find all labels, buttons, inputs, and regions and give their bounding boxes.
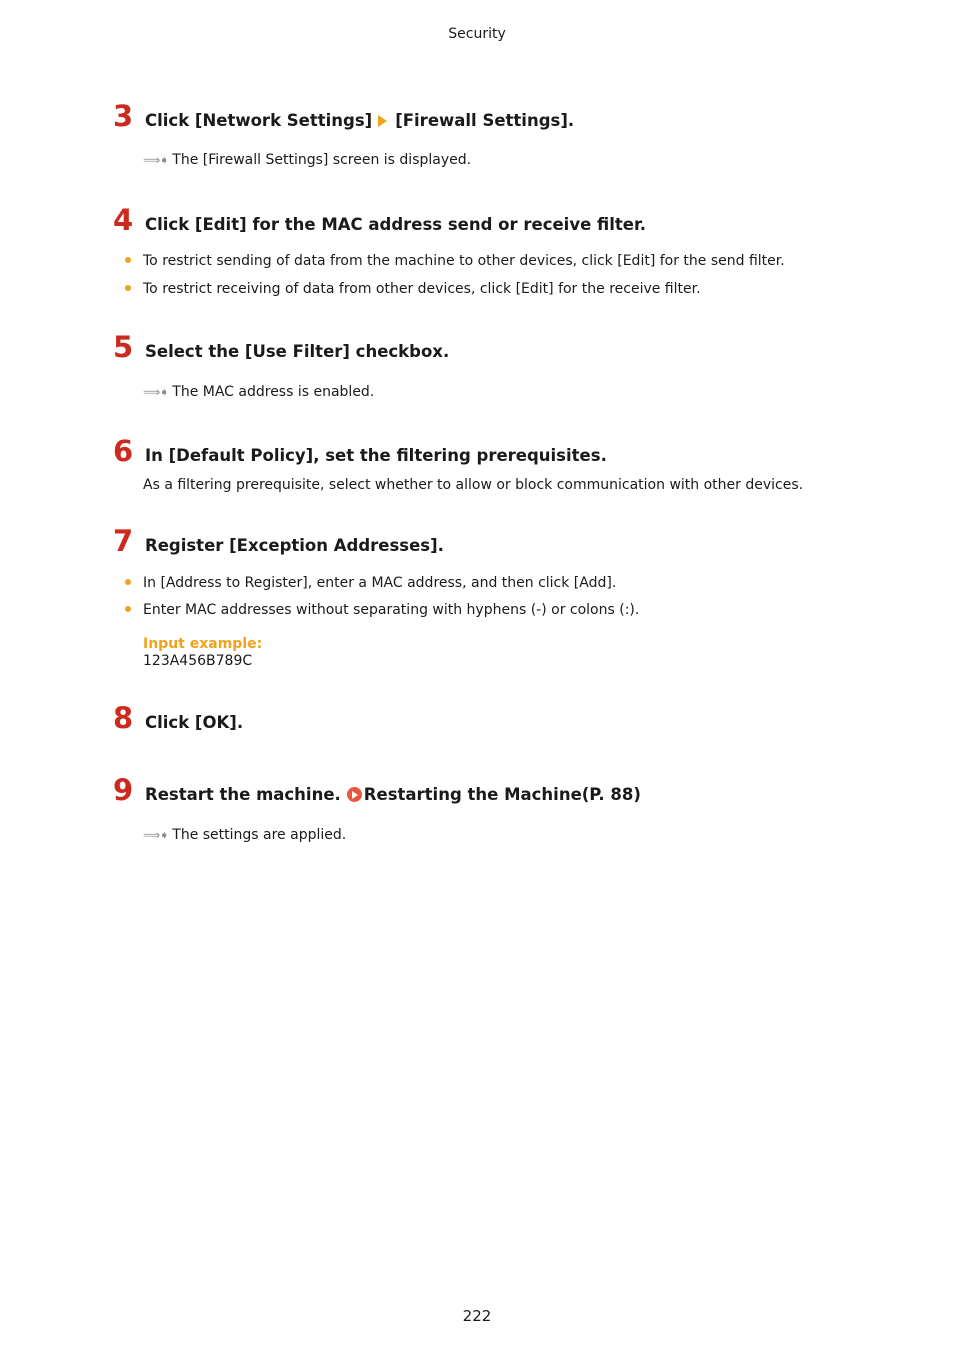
bullet-dot-icon xyxy=(125,285,131,291)
step-6 xyxy=(113,434,607,468)
step-9-result xyxy=(143,827,346,843)
step-title xyxy=(145,785,641,804)
step-9 xyxy=(113,773,641,807)
bullet-dot-icon xyxy=(125,257,131,263)
step-title: In [Default Policy], set the filtering prerequisites. xyxy=(145,446,607,465)
step-title: Select the [Use Filter] checkbox. xyxy=(145,342,450,361)
result-text: The settings are applied. xyxy=(172,827,347,843)
step-number: 8 xyxy=(113,701,134,735)
step-7 xyxy=(113,524,444,558)
list-item xyxy=(125,575,616,591)
step-title: Register [Exception Addresses]. xyxy=(145,536,444,555)
breadcrumb-arrow-icon xyxy=(378,115,387,127)
page-number: 222 xyxy=(462,1307,492,1325)
input-example-value: 123A456B789C xyxy=(143,653,253,669)
step-number: 6 xyxy=(113,434,134,468)
step-3 xyxy=(113,99,575,133)
step-5-result xyxy=(143,384,374,400)
result-text: The [Firewall Settings] screen is displayed. xyxy=(172,152,472,168)
result-arrow-icon: ⟹➧ xyxy=(143,153,169,167)
link-arrow-icon[interactable] xyxy=(347,787,362,802)
step-title-text: Restart the machine. xyxy=(145,785,341,804)
list-item xyxy=(125,253,785,269)
step-number: 7 xyxy=(113,524,134,558)
result-arrow-icon: ⟹➧ xyxy=(143,828,169,842)
bullet-dot-icon xyxy=(125,606,131,612)
result-arrow-icon: ⟹➧ xyxy=(143,385,169,399)
step-number: 9 xyxy=(113,773,134,807)
page-header-section: Security xyxy=(448,26,506,42)
list-item xyxy=(125,281,701,297)
network-settings-label: Click [Network Settings] xyxy=(145,111,373,130)
step-title: Click [OK]. xyxy=(145,713,244,732)
step-5 xyxy=(113,330,450,364)
step-3-result xyxy=(143,152,471,168)
restarting-machine-link[interactable]: Restarting the Machine(P. 88) xyxy=(363,785,641,804)
firewall-settings-label: [Firewall Settings]. xyxy=(395,111,575,130)
bullet-dot-icon xyxy=(125,579,131,585)
list-item xyxy=(125,602,639,618)
list-item-text: To restrict sending of data from the machine to other devices, click [Edit] for the send filter. xyxy=(143,253,785,269)
step-number: 3 xyxy=(113,99,134,133)
list-item-text: Enter MAC addresses without separating with hyphens (-) or colons (:). xyxy=(143,602,640,618)
step-8 xyxy=(113,701,244,735)
step-title xyxy=(145,111,574,130)
list-item-text: In [Address to Register], enter a MAC address, and then click [Add]. xyxy=(143,575,617,591)
list-item-text: To restrict receiving of data from other devices, click [Edit] for the receive filter. xyxy=(143,281,701,297)
input-example-label: Input example: xyxy=(143,636,263,652)
step-number: 5 xyxy=(113,330,134,364)
step-6-description: As a filtering prerequisite, select whether to allow or block communication with other devices. xyxy=(143,477,804,493)
step-4 xyxy=(113,203,647,237)
step-number: 4 xyxy=(113,203,134,237)
result-text: The MAC address is enabled. xyxy=(172,384,375,400)
step-title: Click [Edit] for the MAC address send or receive filter. xyxy=(145,215,647,234)
